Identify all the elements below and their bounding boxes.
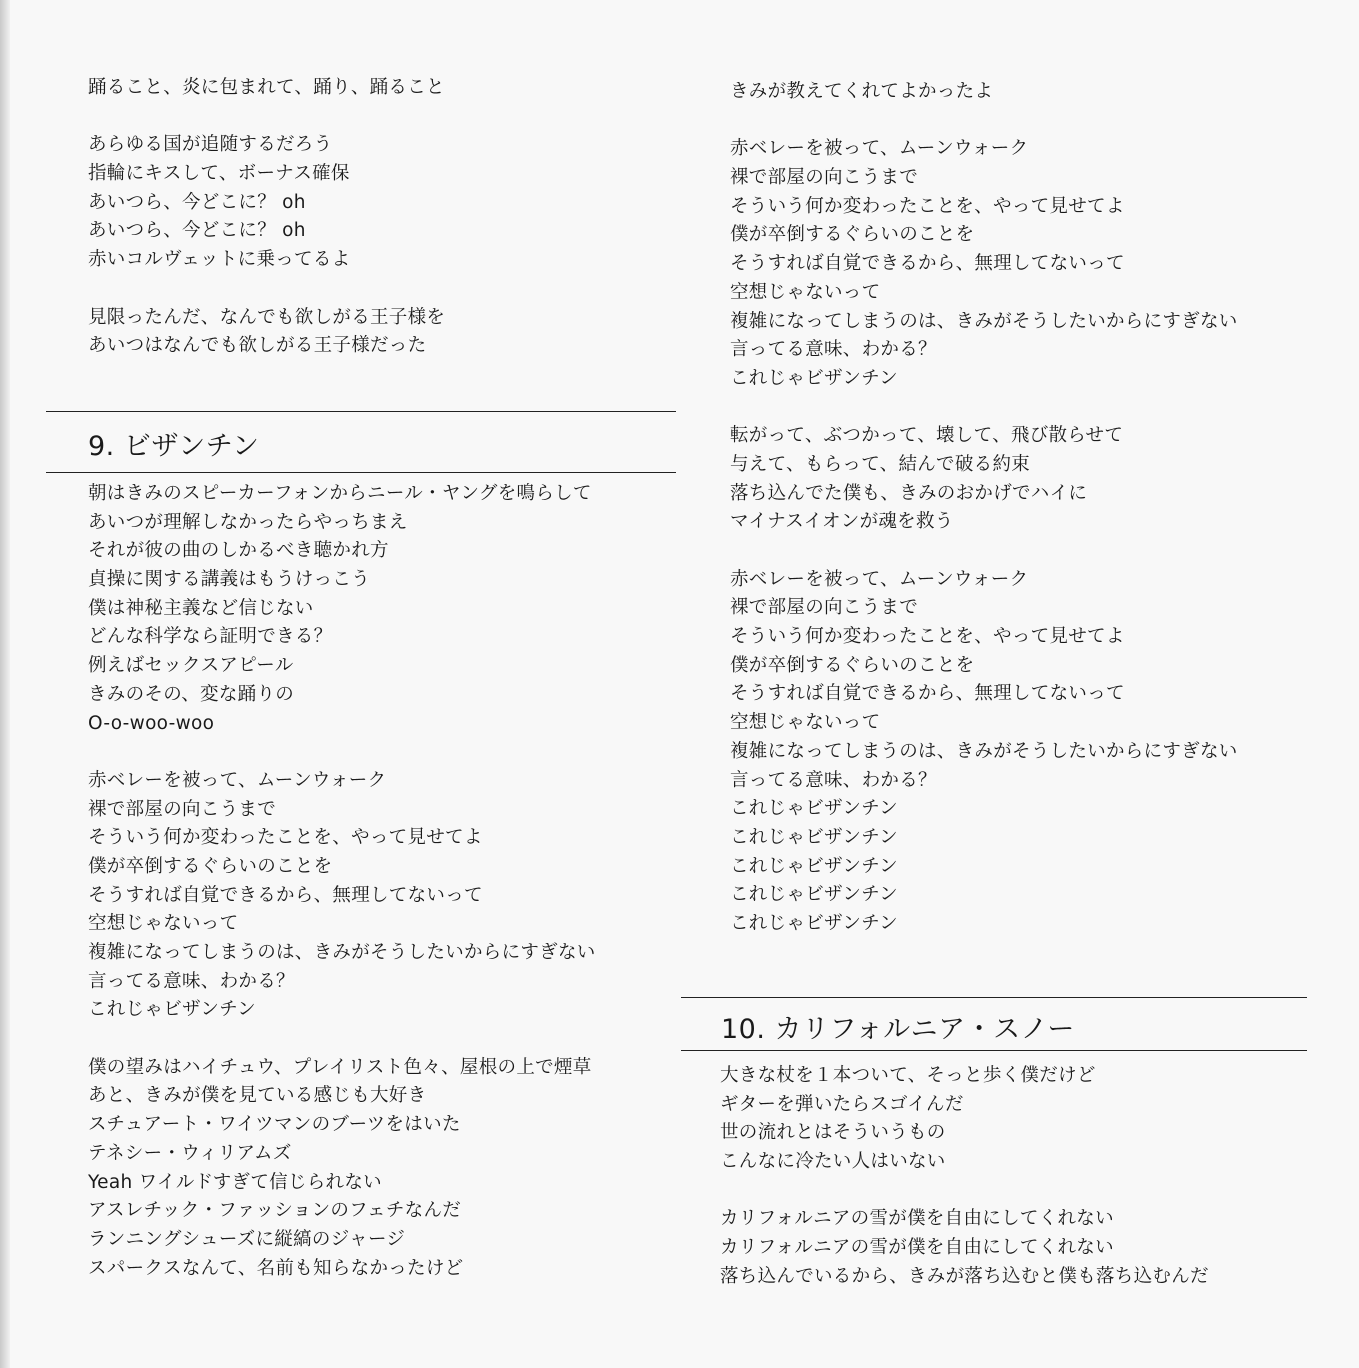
lyric-line: 指輪にキスして、ボーナス確保	[88, 163, 350, 185]
lyric-line: スチュアート・ワイツマンのブーツをはいた	[88, 1114, 461, 1136]
lyric-line: 踊ること、炎に包まれて、踊り、踊ること	[88, 77, 445, 98]
lyric-line: そうすれば自覚できるから、無理してないって	[730, 253, 1125, 275]
song-9-heading	[46, 411, 676, 473]
lyric-line: これじゃビザンチン	[88, 999, 256, 1021]
lyric-line: どんな科学なら証明できる？	[88, 626, 333, 648]
lyric-line: これじゃビザンチン	[730, 884, 898, 906]
lyric-line: 僕が卒倒するぐらいのことを	[730, 224, 975, 246]
lyric-line: それが彼の曲のしかるべき聴かれ方	[88, 540, 389, 562]
lyric-line: これじゃビザンチン	[730, 826, 898, 848]
lyric-line: そういう何か変わったことを、やって見せてよ	[88, 827, 483, 849]
lyric-line: これじゃビザンチン	[730, 367, 898, 389]
lyric-line: 空想じゃないって	[88, 913, 239, 935]
lyric-line: 裸で部屋の向こうまで	[730, 167, 919, 189]
stanza-gap	[88, 275, 445, 304]
lyric-line: 言ってる意味、わかる？	[730, 339, 937, 361]
stanza-gap	[730, 394, 1238, 423]
lyric-line: Yeah ワイルドすぎて信じられない	[88, 1171, 382, 1193]
lyric-line: 例えばセックスアピール	[88, 655, 294, 677]
lyric-line: きみが教えてくれてよかったよ	[730, 81, 994, 102]
song-9-title: 9. ビザンチン	[88, 431, 260, 462]
lyric-line: 僕が卒倒するぐらいのことを	[88, 855, 333, 877]
song-10-heading	[681, 997, 1307, 1051]
lyric-line: 言ってる意味、わかる？	[88, 970, 295, 992]
lyric-line: あいつが理解しなかったらやっちまえ	[88, 511, 408, 533]
lyric-line: あいつら、今どこに？ oh	[88, 191, 306, 213]
lyric-line: 僕が卒倒するぐらいのことを	[730, 654, 975, 676]
lyric-line: マイナスイオンが魂を救う	[730, 511, 954, 533]
lyric-line: 落ち込んでいるから、きみが落ち込むと僕も落ち込むんだ	[720, 1265, 1209, 1287]
lyric-line: アスレチック・ファッションのフェチなんだ	[88, 1200, 462, 1222]
lyric-line: あと、きみが僕を見ている感じも大好き	[88, 1085, 427, 1107]
song-10-lyrics-block	[720, 1062, 1209, 1292]
lyric-line: 赤いコルヴェットに乗ってるよ	[88, 249, 351, 271]
stanza-gap	[720, 1177, 1209, 1206]
lyric-line: 複雑になってしまうのは、きみがそうしたいからにすぎない	[730, 740, 1238, 762]
lyric-line: 僕の望みはハイチュウ、プレイリスト色々、屋根の上で煙草	[88, 1056, 592, 1078]
lyric-line: ギターを弾いたらスゴイんだ	[720, 1093, 964, 1115]
page-gutter-shadow	[0, 0, 10, 1368]
lyric-line: 世の流れとはそういうもの	[720, 1122, 946, 1144]
lyric-line: 赤ベレーを被って、ムーンウォーク	[730, 138, 1029, 160]
lyric-line: 空想じゃないって	[730, 281, 881, 303]
stanza-gap	[730, 537, 1238, 566]
right-lyrics-block	[730, 78, 1238, 939]
lyric-line: 裸で部屋の向こうまで	[88, 798, 277, 820]
lyric-line: 朝はきみのスピーカーフォンからニール・ヤングを鳴らして	[88, 483, 592, 504]
lyric-line: 裸で部屋の向こうまで	[730, 597, 919, 619]
stanza-gap	[88, 1025, 596, 1054]
stanza-gap	[88, 103, 445, 132]
lyric-line: そういう何か変わったことを、やって見せてよ	[730, 195, 1125, 217]
lyric-line: 僕は神秘主義など信じない	[88, 597, 314, 619]
lyric-line: 落ち込んでた僕も、きみのおかげでハイに	[730, 482, 1088, 504]
lyric-line: 転がって、ぶつかって、壊して、飛び散らせて	[730, 425, 1124, 447]
song-9-lyrics-block	[88, 480, 596, 1283]
lyric-line: これじゃビザンチン	[730, 798, 898, 820]
lyric-line: そうすれば自覚できるから、無理してないって	[730, 683, 1125, 705]
intro-lyrics-block	[88, 74, 445, 361]
lyric-line: 赤ベレーを被って、ムーンウォーク	[730, 568, 1029, 590]
lyric-line: あいつはなんでも欲しがる王子様だった	[88, 335, 427, 357]
lyric-line: これじゃビザンチン	[730, 912, 898, 934]
lyric-line: そういう何か変わったことを、やって見せてよ	[730, 626, 1125, 648]
lyric-line: そうすれば自覚できるから、無理してないって	[88, 884, 483, 906]
stanza-gap	[88, 738, 596, 767]
lyric-line: きみのその、変な踊りの	[88, 683, 295, 705]
lyric-line: 大きな杖を１本ついて、そっと歩く僕だけど	[720, 1065, 1096, 1086]
lyric-line: あいつら、今どこに？ oh	[88, 220, 306, 242]
song-10-title: 10. カリフォルニア・スノー	[721, 1014, 1075, 1045]
lyric-line: 与えて、もらって、結んで破る約束	[730, 453, 1031, 475]
lyric-line: ランニングシューズに縦縞のジャージ	[88, 1228, 406, 1250]
lyric-line: 空想じゃないって	[730, 712, 881, 734]
lyric-line: 複雑になってしまうのは、きみがそうしたいからにすぎない	[88, 942, 596, 963]
lyric-line: 赤ベレーを被って、ムーンウォーク	[88, 769, 387, 791]
lyric-line: 複雑になってしまうのは、きみがそうしたいからにすぎない	[730, 310, 1238, 332]
lyric-line: こんなに冷たい人はいない	[720, 1151, 946, 1173]
lyric-line: 見限ったんだ、なんでも欲しがる王子様を	[88, 306, 446, 328]
lyric-line: スパークスなんて、名前も知らなかったけど	[88, 1257, 464, 1279]
lyric-line: 言ってる意味、わかる？	[730, 769, 937, 791]
lyric-line: 貞操に関する講義はもうけっこう	[88, 569, 371, 591]
lyric-line: あらゆる国が追随するだろう	[88, 134, 333, 156]
lyric-line: カリフォルニアの雪が僕を自由にしてくれない	[720, 1237, 1114, 1259]
stanza-gap	[730, 107, 1238, 136]
lyric-line: テネシー・ウィリアムズ	[88, 1142, 292, 1164]
lyric-line: これじゃビザンチン	[730, 855, 898, 877]
lyric-line: O-o-woo-woo	[88, 712, 215, 734]
lyric-line: カリフォルニアの雪が僕を自由にしてくれない	[720, 1208, 1114, 1230]
